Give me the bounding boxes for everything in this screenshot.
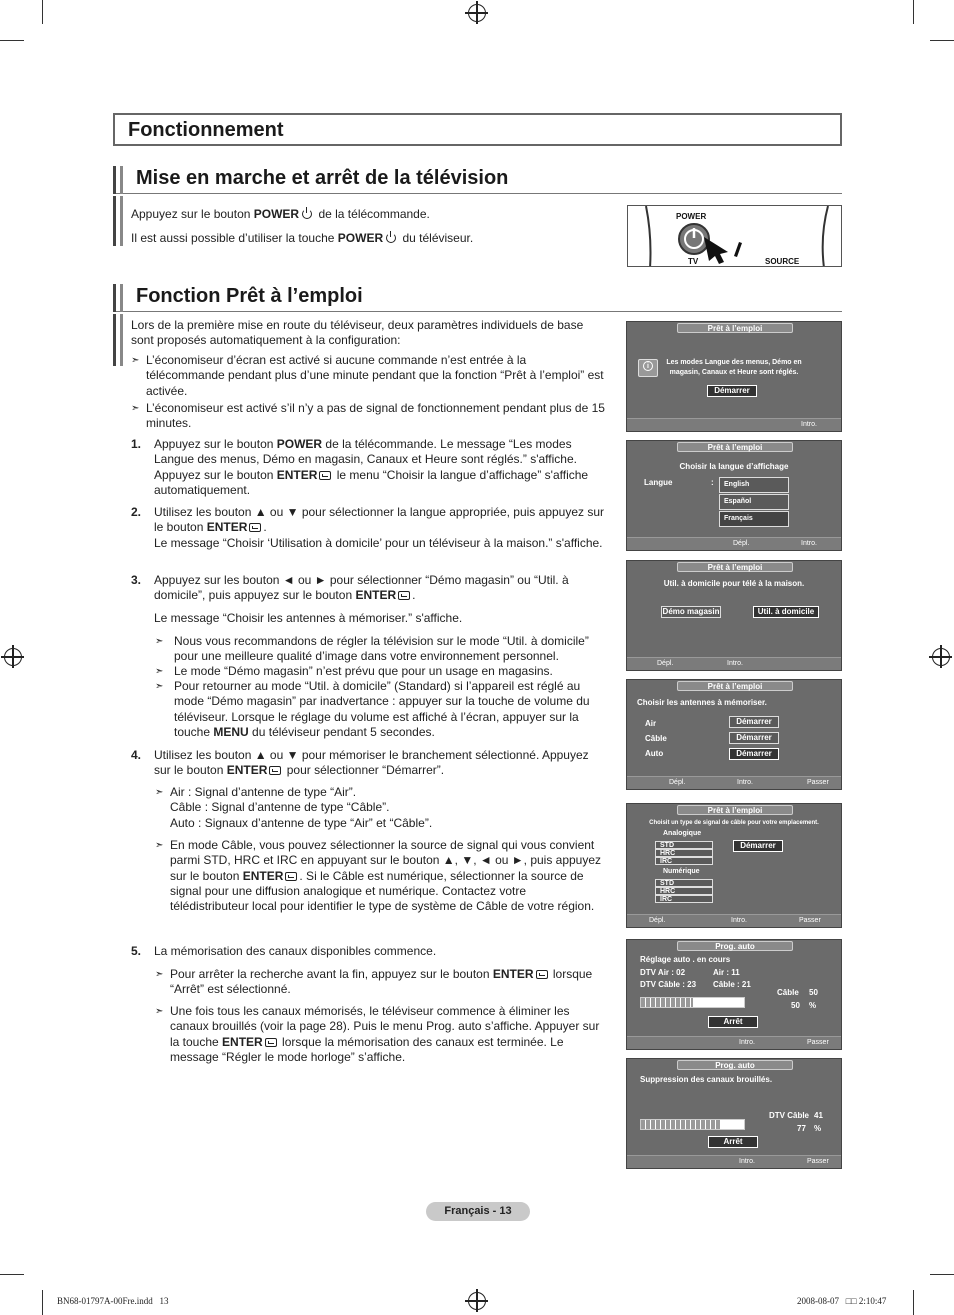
step-5-note-1: ➣ Pour arrêter la recherche avant la fin, appuyez sur le bouton ENTER lorsque “Arrêt” est sélectionné. [155,967,593,997]
remote-tv-label: TV [688,257,699,266]
osd-skip-hint: Passer [799,917,821,924]
note-arrow-icon: ➣ [155,681,164,692]
note-arrow-icon: ➣ [155,969,164,980]
osd-enter-hint: Intro. [739,1158,755,1165]
osd-screen-scrambled [626,1058,842,1169]
step-5-note-2: ➣ Une fois tous les canaux mémorisés, le téléviseur commence à éliminer les canaux brouillés (voir la page 28). Puis le menu Prog. auto s’affiche. Appuyer sur la touche ENTER lorsque la mémorisation des canaux est terminée. Le message “Régler le mode horloge” s’affiche. [155,1004,600,1064]
power-heading [113,166,842,194]
step-2-message: Le message “Choisir ‘Utilisation à domicile’ pour un téléviseur à la maison.” s'affiche. [154,536,603,550]
osd-store-demo-button[interactable]: Démo magasin [662,607,720,616]
osd-screen-ready [626,321,842,432]
osd-footer [627,776,841,789]
osd-option-francais[interactable]: Français [719,511,789,527]
crop-mark [913,1290,914,1315]
osd-analog-hrc[interactable]: HRC [655,849,713,857]
step-3: Appuyez sur les bouton ◄ ou ► pour sélectionner “Démo magasin” ou “Util. à domicile”, puis appuyez sur le bouton ENTER . [154,573,569,603]
osd-footer [627,418,841,431]
step-4-air: ➣ Air : Signal d’antenne de type “Air”. [155,785,357,799]
osd-progress-bar [640,1119,745,1130]
power-icon [302,209,312,219]
crop-mark [930,40,954,41]
osd-enter-hint: Intro. [727,660,743,667]
osd-status: Suppression des canaux brouillés. [640,1075,773,1084]
step-4: Utilisez les bouton ▲ ou ▼ pour mémoriser le branchement sélectionné. Appuyez sur le bouton ENTER pour sélectionner “Démarrer”. [154,748,589,778]
osd-digital-std[interactable]: STD [655,879,713,887]
osd-screen-use-mode [626,560,842,671]
osd-dtv-air: DTV Air : 02 [640,968,686,977]
osd-enter-hint: Intro. [801,540,817,547]
crop-mark [913,0,914,24]
osd-skip-hint: Passer [807,1158,829,1165]
step-4-note: ➣ En mode Câble, vous pouvez sélectionner la source de signal qui vous convient parmi STD, HRC et IRC en appuyant sur le bouton ▲, ▼, ◄ ou ►, puis appuyez sur le bouton ENTER . Si le Câble est numérique, sélectionner la source de signal pour une diffusion analogique et numérique. Contactez votre télédistributeur local pour identifier le type de système de Câble de votre région. [155,838,602,914]
osd-antenna-cable: Câble [645,734,667,743]
osd-message: Util. à domicile pour télé à la maison. [663,579,805,588]
note-arrow-icon: ➣ [155,1006,164,1017]
osd-footer [627,537,841,550]
step-3-note-3: ➣ Pour retourner au mode “Util. à domicile” (Standard) si l’appareil est réglé au mode “Démo magasin” par inadvertance : appuyer sur la touche de volume du téléviseur. Lorsque le réglage du volume est affiché à l’écran, appuyer sur la touche MENU du téléviseur pendant 5 secondes. [155,679,590,739]
osd-analog-label: Analogique [663,830,702,837]
crop-mark [42,0,43,24]
osd-title: Prêt à l’emploi [677,562,793,572]
print-file-name: BN68-01797A-00Fre.indd 13 [57,1296,169,1306]
step-3-message: Le message “Choisir les antennes à mémoriser.” s'affiche. [154,611,463,625]
section-title-box [113,113,842,146]
osd-header: Choisir les antennes à mémoriser. [637,698,767,707]
enter-icon [269,766,281,775]
step-number: 4. [131,748,142,762]
section-title: Fonctionnement [128,119,284,141]
osd-antenna-air: Air [645,719,657,728]
osd-title: Prêt à l’emploi [677,681,793,691]
osd-move-hint: Dépl. [733,540,750,547]
note-2: ➣ L’économiseur est activé s’il n’y a pas de signal de fonctionnement pendant plus de 15 minutes. [131,401,605,431]
osd-cable-label: Câble [777,988,799,997]
osd-progress-fill [641,998,693,1007]
osd-colon: : [711,478,714,487]
note-arrow-icon: ➣ [155,636,164,647]
enter-icon [265,1038,277,1047]
osd-move-hint: Dépl. [669,779,686,786]
power-heading-text: Mise en marche et arrêt de la télévision [136,167,509,189]
registration-mark-icon [468,4,486,22]
step-3-note-1: ➣ Nous vous recommandons de régler la télévision sur le mode “Util. à domicile” pour une meilleure qualité d’image dans votre environnement personnel. [155,634,589,664]
osd-skip-hint: Passer [807,1039,829,1046]
osd-move-hint: Dépl. [657,660,674,667]
registration-mark-icon [468,1292,486,1310]
osd-home-use-button[interactable]: Util. à domicile [753,606,819,618]
osd-cable: Câble : 21 [713,980,751,989]
osd-digital-label: Numérique [663,868,700,875]
osd-screen-antenna [626,679,842,790]
osd-header: Choisir la langue d’affichage [679,462,789,471]
step-number: 1. [131,437,142,451]
registration-mark-icon [932,648,950,666]
osd-option-espanol[interactable]: Español [719,494,789,510]
osd-dtv-cable-value: 41 [814,1111,823,1120]
page-number-badge: Français - 13 [426,1202,530,1221]
osd-enter-hint: Intro. [731,917,747,924]
note-arrow-icon: ➣ [131,403,140,414]
osd-dtv-cable-label: DTV Câble [769,1111,810,1120]
osd-antenna-auto: Auto [645,749,664,758]
osd-enter-hint: Intro. [739,1039,755,1046]
osd-footer [627,657,841,670]
osd-start-air-button[interactable]: Démarrer [729,716,779,728]
info-icon-glyph: i [643,361,653,371]
osd-start-button[interactable]: Démarrer [733,840,783,852]
crop-mark [930,1274,954,1275]
osd-footer [627,1155,841,1168]
osd-enter-hint: Intro. [801,421,817,428]
step-number: 3. [131,573,142,587]
osd-screen-auto-program [626,939,842,1050]
registration-mark-icon [4,648,22,666]
osd-analog-std[interactable]: STD [655,841,713,849]
osd-start-auto-button[interactable]: Démarrer [729,748,779,760]
note-arrow-icon: ➣ [155,840,164,851]
osd-percent-value: 50 [791,1001,800,1010]
step-1: Appuyez sur le bouton POWER de la télécommande. Le message “Les modes Langue des menus, Démo en magasin, Canaux et Heure sont réglés.” s'affiche. Appuyez sur le bouton ENTER le menu “Choisir la langue d’affichage” s'affiche automatiquement. [154,437,589,497]
osd-cable-value: 50 [809,988,818,997]
osd-percent-sign: % [814,1124,822,1133]
power-line-1: Appuyez sur le bouton POWER de la télécommande. [131,207,430,221]
osd-progress-fill [641,1120,720,1129]
osd-footer [627,1036,841,1049]
osd-screen-cable-type [626,803,842,928]
enter-icon [319,471,331,480]
enter-icon [398,591,410,600]
osd-analog-irc[interactable]: IRC [655,857,713,865]
osd-title: Prêt à l’emploi [677,442,793,452]
osd-stop-button[interactable]: Arrêt [708,1016,758,1028]
step-number: 2. [131,505,142,519]
print-date: 2008-08-07 □□ 2:10:47 [797,1296,887,1306]
osd-footer [627,914,841,927]
step-4-auto: Auto : Signaux d’antenne de type “Air” et “Câble”. [170,816,433,830]
osd-title: Prog. auto [677,1060,793,1070]
power-icon [386,233,396,243]
step-4-cable: Câble : Signal d’antenne de type “Câble”. [170,800,390,814]
crop-mark [0,1274,24,1275]
enter-icon [249,523,261,532]
osd-percent-value: 77 [797,1124,806,1133]
plug-heading [113,284,842,312]
note-arrow-icon: ➣ [131,355,140,366]
enter-icon [285,872,297,881]
osd-title: Prêt à l’emploi [677,323,793,333]
osd-digital-irc[interactable]: IRC [655,895,713,903]
crop-mark [42,1290,43,1315]
osd-option-english[interactable]: English [719,477,789,493]
osd-title: Prog. auto [677,941,793,951]
remote-illustration [627,205,842,267]
osd-title: Prêt à l’emploi [677,805,793,815]
step-3-note-2: ➣ Le mode “Démo magasin” n’est prévu que pour un usage en magasins. [155,664,553,678]
step-2: Utilisez les bouton ▲ ou ▼ pour sélectionner la langue appropriée, puis appuyez sur le bouton ENTER . [154,505,605,535]
osd-header: Choisit un type de signal de câble pour votre emplacement. [649,820,819,826]
osd-progress-bar [640,997,745,1008]
remote-drawing [628,206,842,267]
osd-start-button[interactable]: Démarrer [707,385,757,397]
remote-source-label: SOURCE [765,257,800,266]
step-5: La mémorisation des canaux disponibles commence. [154,944,437,958]
plug-intro: Lors de la première mise en route du téléviseur, deux paramètres individuels de base sont proposés automatiquement à la configuration: [131,318,584,348]
note-1: ➣ L’économiseur d’écran est activé si aucune commande n’est entrée à la télécommande pendant plus d’une minute pendant que la fonction “Prêt à l’emploi” est activée. [131,353,604,398]
osd-percent-sign: % [809,1001,817,1010]
osd-stop-button[interactable]: Arrêt [708,1136,758,1148]
crop-mark [0,40,24,41]
osd-status: Réglage auto . en cours [640,955,731,964]
remote-power-label: POWER [676,212,707,221]
osd-skip-hint: Passer [807,779,829,786]
osd-air: Air : 11 [713,968,740,977]
power-line-2: Il est aussi possible d’utiliser la touche POWER du téléviseur. [131,231,474,245]
osd-dtv-cable: DTV Câble : 23 [640,980,697,989]
osd-message: Les modes Langue des menus, Démo en magasin, Canaux et Heure sont réglés. [666,359,802,376]
note-arrow-icon: ➣ [155,666,164,677]
step-number: 5. [131,944,142,958]
osd-screen-language [626,440,842,551]
osd-language-label: Langue [644,478,673,487]
osd-digital-hrc[interactable]: HRC [655,887,713,895]
osd-start-cable-button[interactable]: Démarrer [729,732,779,744]
note-arrow-icon: ➣ [155,787,164,798]
plug-heading-text: Fonction Prêt à l’emploi [136,285,363,307]
osd-move-hint: Dépl. [649,917,666,924]
enter-icon [536,970,548,979]
osd-enter-hint: Intro. [737,779,753,786]
